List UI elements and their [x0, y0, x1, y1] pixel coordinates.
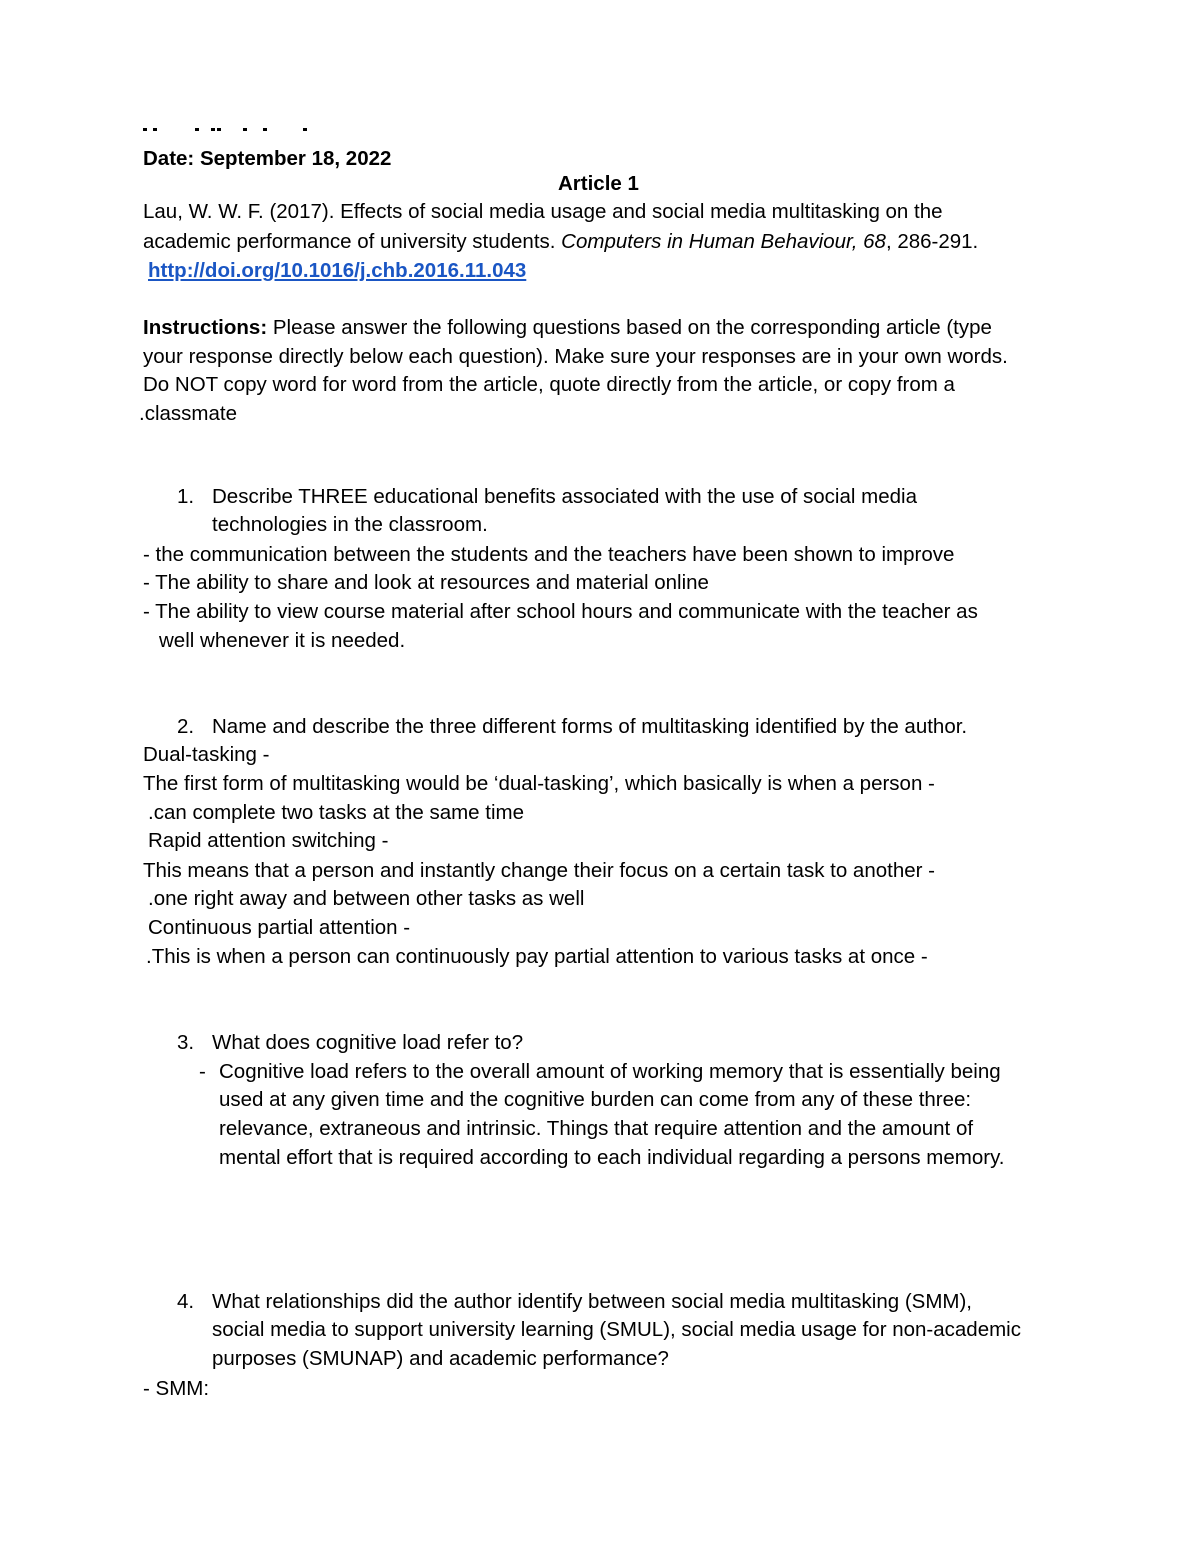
q2-desc-1b: .can complete two tasks at the same time [148, 801, 524, 824]
q3-answer-4: mental effort that is required according to each individual regarding a persons memory. [219, 1146, 1005, 1169]
q2-heading-partial-attention: Continuous partial attention - [148, 916, 411, 939]
q2-desc-1a: The first form of multitasking would be ‘dual-tasking’, which basically is when a person - [143, 772, 935, 795]
q4-number: 4. [177, 1290, 195, 1313]
q4-text-2: social media to support university learning (SMUL), social media usage for non-academic [212, 1318, 1021, 1341]
q1-answer-3-cont: well whenever it is needed. [159, 629, 406, 652]
q1-answer-3: - The ability to view course material after school hours and communicate with the teacher as [143, 600, 978, 623]
doi-link[interactable]: http://doi.org/10.1016/j.chb.2016.11.043 [148, 259, 527, 282]
instructions-line-3: Do NOT copy word for word from the article, quote directly from the article, or copy from a [143, 373, 955, 396]
instructions-line-4: .classmate [139, 402, 237, 425]
q3-answer-3: relevance, extraneous and intrinsic. Things that require attention and the amount of [219, 1117, 974, 1140]
date-line: Date: September 18, 2022 [143, 147, 392, 170]
clipped-name-line [143, 128, 323, 136]
q4-answer-1: - SMM: [143, 1377, 210, 1400]
q2-heading-dual-tasking: Dual-tasking - [143, 743, 270, 766]
article-title: Article 1 [558, 172, 639, 195]
q4-text-1: What relationships did the author identify between social media multitasking (SMM), [212, 1290, 972, 1313]
journal-name: Computers in Human Behaviour, 68 [561, 230, 886, 253]
citation-text: academic performance of university students. [143, 230, 562, 253]
instructions-line-1 [143, 314, 992, 342]
q1-answer-1: - the communication between the students and the teachers have been shown to improve [143, 543, 955, 566]
instructions-line-2: your response directly below each question). Make sure your responses are in your own words. [143, 345, 1008, 368]
doi-line [148, 257, 526, 285]
q3-answer-1: Cognitive load refers to the overall amount of working memory that is essentially being [219, 1060, 1001, 1083]
q2-heading-rapid-switching: Rapid attention switching - [148, 829, 389, 852]
instructions-text: Please answer the following questions based on the corresponding article (type [267, 316, 992, 339]
q1-answer-2: - The ability to share and look at resources and material online [143, 571, 709, 594]
citation-line-1: Lau, W. W. F. (2017). Effects of social media usage and social media multitasking on the [143, 200, 943, 223]
q2-desc-2a: This means that a person and instantly change their focus on a certain task to another - [143, 859, 935, 882]
q2-desc-3a: .This is when a person can continuously pay partial attention to various tasks at once - [146, 945, 928, 968]
citation-line-2 [143, 228, 978, 256]
q4-text-3: purposes (SMUNAP) and academic performance? [212, 1347, 669, 1370]
q2-desc-2b: .one right away and between other tasks as well [148, 887, 585, 910]
q3-text: What does cognitive load refer to? [212, 1031, 524, 1054]
q3-dash: - [199, 1060, 206, 1083]
q1-text-1: Describe THREE educational benefits associated with the use of social media [212, 485, 917, 508]
q1-text-2: technologies in the classroom. [212, 513, 488, 536]
instructions-label: Instructions: [143, 316, 268, 339]
q2-text: Name and describe the three different forms of multitasking identified by the author. [212, 715, 968, 738]
q3-number: 3. [177, 1031, 195, 1054]
q1-number: 1. [177, 485, 195, 508]
citation-pages: , 286-291. [885, 230, 979, 253]
q3-answer-2: used at any given time and the cognitive burden can come from any of these three: [219, 1088, 972, 1111]
q2-number: 2. [177, 715, 195, 738]
